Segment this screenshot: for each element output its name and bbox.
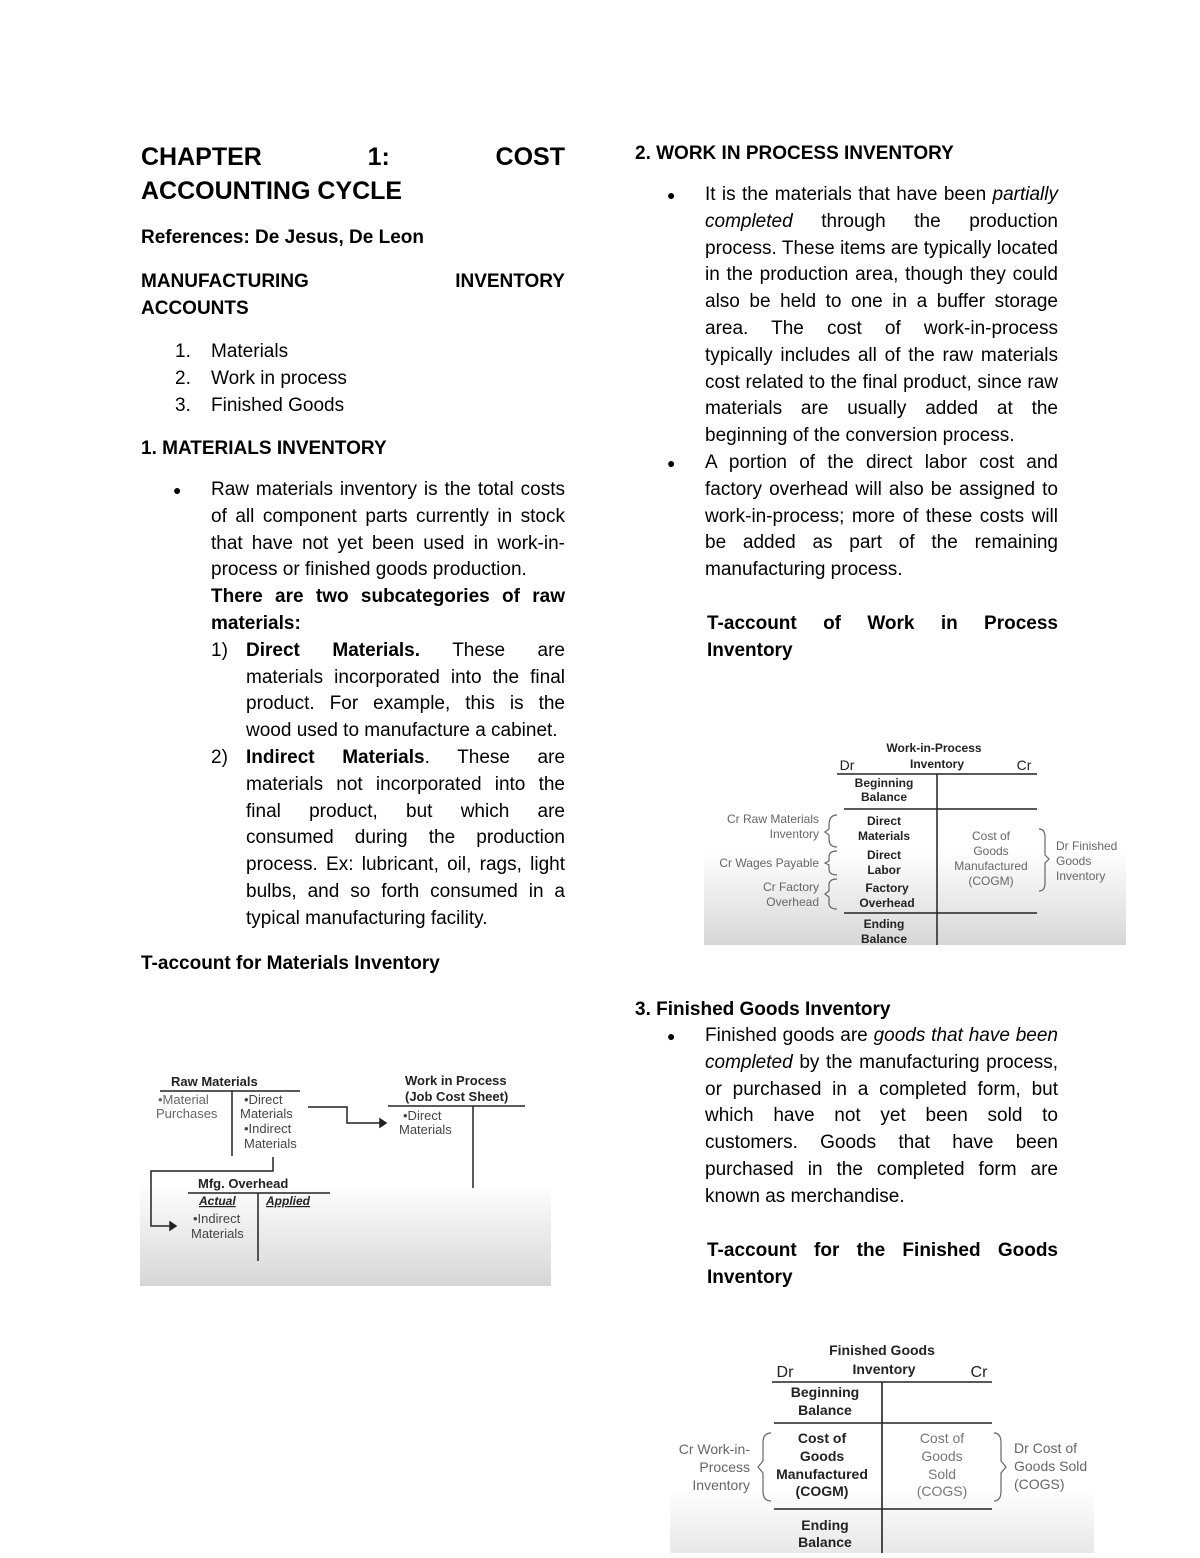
- svg-text:Actual: Actual: [199, 1194, 236, 1208]
- indirect-materials-item: 2) Indirect Materials. These are materials not incorporated into the final product, but which are consumed during the production process. Ex: lubricant, oil, rags, light bulbs, and so forth consumed in a typical manufacturing facility.: [211, 746, 566, 929]
- svg-text:Finished Goods: Finished Goods: [829, 1342, 935, 1358]
- svg-text:(COGM): (COGM): [968, 874, 1014, 888]
- svg-text:Goods Sold: Goods Sold: [1014, 1458, 1088, 1474]
- svg-text:Inventory: Inventory: [769, 827, 819, 841]
- references: References: De Jesus, De Leon: [141, 227, 425, 248]
- svg-text:(Job Cost Sheet): (Job Cost Sheet): [405, 1089, 509, 1104]
- svg-text:Dr: Dr: [776, 1364, 794, 1381]
- svg-text:Applied: Applied: [266, 1194, 310, 1208]
- svg-text:Materials: Materials: [857, 829, 911, 843]
- svg-text:Cr: Cr: [1016, 757, 1032, 773]
- svg-text:Dr: Dr: [839, 757, 855, 773]
- svg-text:Factory: Factory: [865, 881, 909, 895]
- svg-text:Overhead: Overhead: [766, 895, 819, 909]
- materials-taccount-caption: T-account for Materials Inventory: [141, 952, 440, 974]
- svg-text:Cr Work-in-: Cr Work-in-: [678, 1441, 750, 1457]
- fg-taccount-caption: T-account for the Finished Goods Inventory: [707, 1239, 1058, 1288]
- list-item: 2. Work in process: [175, 368, 347, 389]
- svg-text:Direct: Direct: [866, 814, 902, 828]
- svg-text:Cr: Cr: [970, 1364, 988, 1381]
- svg-text:Overhead: Overhead: [859, 896, 915, 910]
- svg-text:Materials: Materials: [240, 1106, 293, 1121]
- svg-text:Cr Factory: Cr Factory: [762, 880, 819, 894]
- mfg-overhead-label: Mfg. Overhead: [198, 1176, 289, 1191]
- subcategories-heading: There are two subcategories of raw materials:: [211, 586, 565, 634]
- svg-text:Balance: Balance: [798, 1534, 852, 1550]
- svg-text:Ending: Ending: [801, 1517, 849, 1533]
- svg-text:Inventory: Inventory: [852, 1361, 916, 1377]
- raw-materials-label: Raw Materials: [171, 1074, 258, 1089]
- wip-bullet-1: ● It is the materials that have been partially completed through the production process. These items are typically located in the production area, though they could also be held to one in a buffer storage area. The cost of work-in-process typically includes all of the raw materials cost related to the final product, since raw materials are usually added at the beginning of the conversion process.: [635, 182, 1058, 450]
- svg-text:•Indirect: •Indirect: [193, 1211, 241, 1226]
- svg-text:Cr Wages Payable: Cr Wages Payable: [719, 856, 819, 870]
- svg-text:Materials: Materials: [399, 1122, 452, 1137]
- svg-text:Materials: Materials: [244, 1136, 297, 1151]
- svg-text:•Indirect: •Indirect: [244, 1121, 292, 1136]
- svg-text:Cost of: Cost of: [919, 1430, 965, 1446]
- svg-text:Goods: Goods: [973, 844, 1009, 858]
- fg-bullet: ● Finished goods are goods that have been completed by the manufacturing process, or purchased in a completed form, but which have not yet been sold to customers. Goods that have been purchased in the completed form are known as merchandise.: [635, 1023, 1058, 1211]
- svg-text:(COGS): (COGS): [1014, 1476, 1065, 1492]
- svg-text:Cost of: Cost of: [797, 1430, 847, 1446]
- right-column: [635, 140, 1058, 664]
- svg-text:Purchases: Purchases: [156, 1106, 218, 1121]
- svg-text:Inventory: Inventory: [692, 1477, 750, 1493]
- svg-text:Direct: Direct: [866, 848, 902, 862]
- svg-text:•Material: •Material: [158, 1092, 209, 1107]
- manufacturing-inventory-accounts-heading: MANUFACTURING INVENTORY ACCOUNTS: [141, 271, 565, 319]
- svg-text:Goods: Goods: [921, 1448, 963, 1464]
- chapter-title: CHAPTER 1: COST ACCOUNTING CYCLE: [141, 143, 565, 205]
- svg-text:Inventory: Inventory: [1056, 869, 1106, 883]
- svg-text:Cost of: Cost of: [971, 829, 1011, 843]
- svg-text:Beginning: Beginning: [854, 776, 914, 790]
- svg-text:Cr Raw Materials: Cr Raw Materials: [726, 812, 819, 826]
- svg-text:Goods: Goods: [1056, 854, 1092, 868]
- svg-text:Balance: Balance: [860, 790, 908, 804]
- svg-text:•Direct: •Direct: [244, 1092, 283, 1107]
- bullet-icon: ●: [173, 482, 182, 498]
- list-item: 1. Materials: [175, 341, 289, 362]
- svg-text:Dr Finished: Dr Finished: [1056, 839, 1118, 853]
- svg-text:(COGS): (COGS): [916, 1483, 968, 1499]
- fg-taccount-diagram: [670, 1337, 1094, 1553]
- materials-bullet: ● Raw materials inventory is the total costs of all component parts currently in stock that have not yet been used in work-in-process or finished goods production. There are two subcategories of raw materials: 1) Direct Materials. These are materials incorporated into the final product. For example, this is the wood used to manufacture a cabinet. 2) Indirect Materials. These are materials not incorporated into the final product, but which are consumed during the production process. Ex: lubricant, oil, rags, light bulbs, and so forth consumed in a typical manufacturing facility.: [141, 477, 565, 933]
- wip-taccount-caption: T-account of Work in Process Inventory: [707, 612, 1058, 661]
- svg-text:Sold: Sold: [927, 1466, 957, 1482]
- svg-text:Materials: Materials: [191, 1226, 244, 1241]
- materials-inventory-heading: 1. MATERIALS INVENTORY: [141, 438, 387, 459]
- svg-text:Manufactured: Manufactured: [954, 859, 1028, 873]
- list-item: 3. Finished Goods: [175, 395, 345, 416]
- direct-materials-item: 1) Direct Materials. These are materials incorporated into the final product. For example, this is the wood used to manufacture a cabinet.: [211, 639, 565, 742]
- wip-taccount-diagram: [704, 737, 1126, 945]
- svg-text:Dr Cost of: Dr Cost of: [1014, 1440, 1078, 1456]
- svg-text:Balance: Balance: [798, 1402, 852, 1418]
- materials-taccount-diagram: [140, 1056, 551, 1286]
- wip-bullet-2: ● A portion of the direct labor cost and factory overhead will also be assigned to work-in-process; more of these costs will be added as part of the remaining manufacturing process.: [635, 450, 1058, 584]
- wip-heading: 2. WORK IN PROCESS INVENTORY: [635, 143, 954, 164]
- svg-text:Balance: Balance: [860, 932, 908, 945]
- svg-text:Labor: Labor: [867, 863, 901, 877]
- bullet-icon: ●: [667, 1028, 676, 1044]
- fg-heading: 3. Finished Goods Inventory: [635, 999, 891, 1020]
- svg-text:Process: Process: [699, 1459, 750, 1475]
- svg-text:(COGM): (COGM): [795, 1483, 849, 1499]
- svg-text:Goods: Goods: [799, 1448, 845, 1464]
- bullet-icon: ●: [667, 454, 676, 471]
- work-in-process-label: Work in Process: [405, 1073, 507, 1088]
- svg-text:•Direct: •Direct: [403, 1108, 442, 1123]
- svg-text:Beginning: Beginning: [790, 1384, 860, 1400]
- bullet-icon: ●: [667, 187, 676, 203]
- finished-goods-section: [635, 996, 1058, 1291]
- svg-text:Inventory: Inventory: [909, 757, 965, 771]
- svg-text:Manufactured: Manufactured: [776, 1466, 868, 1482]
- svg-text:Ending: Ending: [863, 917, 905, 931]
- left-column: [141, 140, 565, 977]
- accounts-list: [141, 338, 565, 419]
- svg-text:Work-in-Process: Work-in-Process: [886, 741, 982, 755]
